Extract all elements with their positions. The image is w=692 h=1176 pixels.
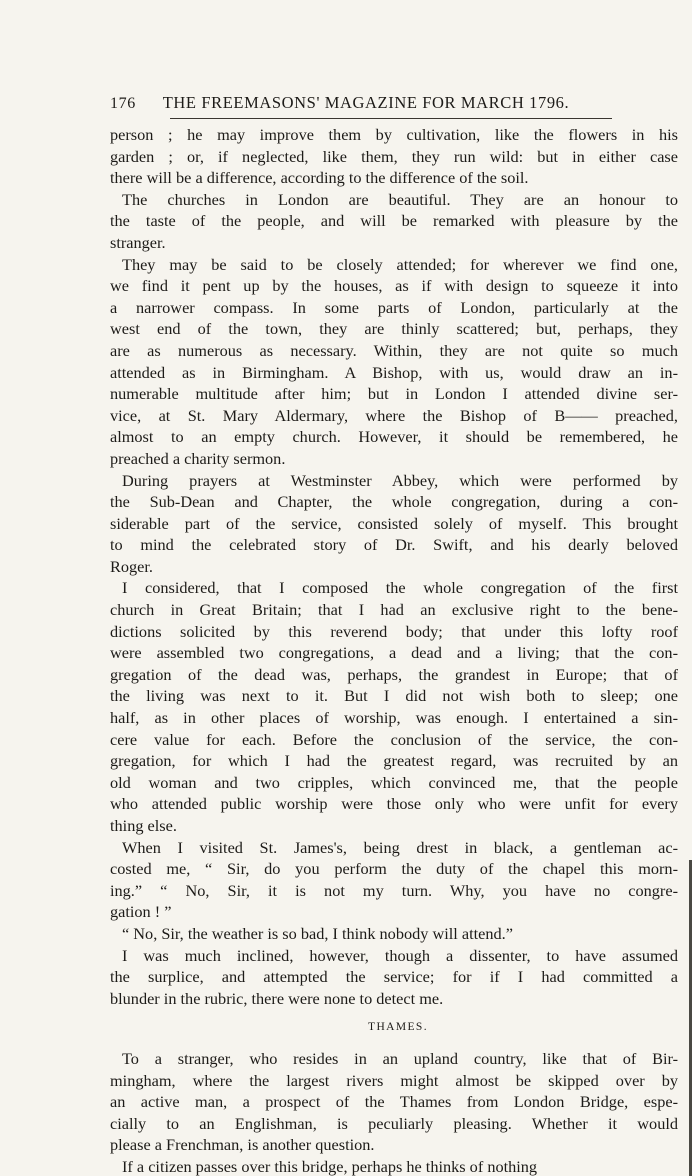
text-line: person ; he may improve them by cultivation, like the flowers in his	[110, 125, 678, 144]
text-line: When I visited St. James's, being drest in black, a gentleman ac-	[122, 837, 678, 857]
text-line: “ No, Sir, the weather is so bad, I think nobody will attend.”	[122, 923, 513, 943]
text-line: west end of the town, they are thinly scattered; but, perhaps, they	[110, 319, 678, 339]
text-line: are as numerous as necessary. Within, they are not quite so much	[110, 340, 678, 360]
text-line: there will be a difference, according to the difference of the soil.	[110, 168, 529, 188]
text-line: thing else.	[110, 816, 177, 835]
text-line: The churches in London are beautiful. They are an honour to	[122, 189, 678, 209]
text-line: almost to an empty church. However, it should be remembered, he	[110, 427, 678, 447]
text-line: attended as in Birmingham. A Bishop, with us, would draw an in-	[110, 362, 678, 382]
text-line: to mind the celebrated story of Dr. Swift, and his dearly beloved	[110, 535, 678, 555]
article-body-thames	[110, 1048, 678, 1176]
text-line: a narrower compass. In some parts of London, particularly at the	[110, 297, 678, 317]
section-heading: THAMES.	[368, 1021, 428, 1034]
text-line: mingham, where the largest rivers might almost be skipped over by	[110, 1070, 678, 1090]
text-line: half, as in other places of worship, was enough. I entertained a sin-	[110, 708, 678, 728]
running-head	[110, 93, 610, 121]
header-rule	[170, 118, 612, 119]
text-line: blunder in the rubric, there were none to detect me.	[110, 988, 444, 1008]
text-line: cere value for each. Before the conclusion of the service, the con-	[110, 729, 678, 749]
text-line: Roger.	[110, 556, 153, 576]
text-line: garden ; or, if neglected, like them, they run wild: but in either case	[110, 146, 678, 166]
text-line: During prayers at Westminster Abbey, which were performed by	[122, 470, 678, 490]
text-line: gregation, for which I had the greatest regard, was recruited by an	[110, 751, 678, 771]
text-line: numerable multitude after him; but in London I attended divine ser-	[110, 384, 678, 404]
text-line: church in Great Britain; that I had an exclusive right to the bene-	[110, 600, 678, 620]
text-line: I was much inclined, however, though a dissenter, to have assumed	[122, 945, 678, 965]
text-line: To a stranger, who resides in an upland country, like that of Bir-	[122, 1048, 678, 1068]
text-line: preached a charity sermon.	[110, 448, 286, 468]
text-line: I considered, that I composed the whole congregation of the first	[122, 578, 678, 598]
running-title: THE FREEMASONS' MAGAZINE FOR MARCH 1796.	[162, 93, 570, 112]
text-line: gregation of the dead was, perhaps, the grandest in Europe; that of	[110, 664, 678, 684]
text-line: please a Frenchman, is another question.	[110, 1135, 375, 1155]
text-line: dictions solicited by this reverend body; that under this lofty roof	[110, 621, 678, 641]
text-line: who attended public worship were those only who were unfit for every	[110, 794, 678, 814]
text-line: siderable part of the service, consisted solely of myself. This brought	[110, 513, 678, 533]
article-body-churches	[110, 124, 678, 1009]
text-line: They may be said to be closely attended; for wherever we find one,	[122, 254, 678, 274]
text-line: ing.” “ No, Sir, it is not my turn. Why, you have no congre-	[110, 880, 678, 900]
text-line: stranger.	[110, 232, 166, 252]
text-line: an active man, a prospect of the Thames from London Bridge, espe-	[110, 1092, 678, 1112]
text-line: the Sub-Dean and Chapter, the whole congregation, during a con-	[110, 492, 678, 512]
text-column	[110, 124, 678, 1176]
page-number: 176	[110, 95, 136, 112]
text-line: If a citizen passes over this bridge, perhaps he thinks of nothing	[122, 1156, 538, 1176]
text-line: old woman and two cripples, which convinced me, that the people	[110, 772, 678, 792]
text-line: the surplice, and attempted the service; for if I had committed a	[110, 967, 678, 987]
text-line: the taste of the people, and will be remarked with pleasure by the	[110, 211, 678, 231]
text-line: costed me, “ Sir, do you perform the duty of the chapel this morn-	[110, 859, 678, 879]
text-line: gation ! ”	[110, 902, 172, 922]
text-line: were assembled two congregations, a dead and a living; that the con-	[110, 643, 678, 663]
text-line: vice, at St. Mary Aldermary, where the Bishop of B—— preached,	[110, 405, 678, 425]
text-line: we find it pent up by the houses, as if with design to squeeze it into	[110, 276, 678, 296]
text-line: cially to an Englishman, is peculiarly pleasing. Whether it would	[110, 1113, 678, 1133]
text-line: the living was next to it. But I did not wish both to sleep; one	[110, 686, 678, 706]
